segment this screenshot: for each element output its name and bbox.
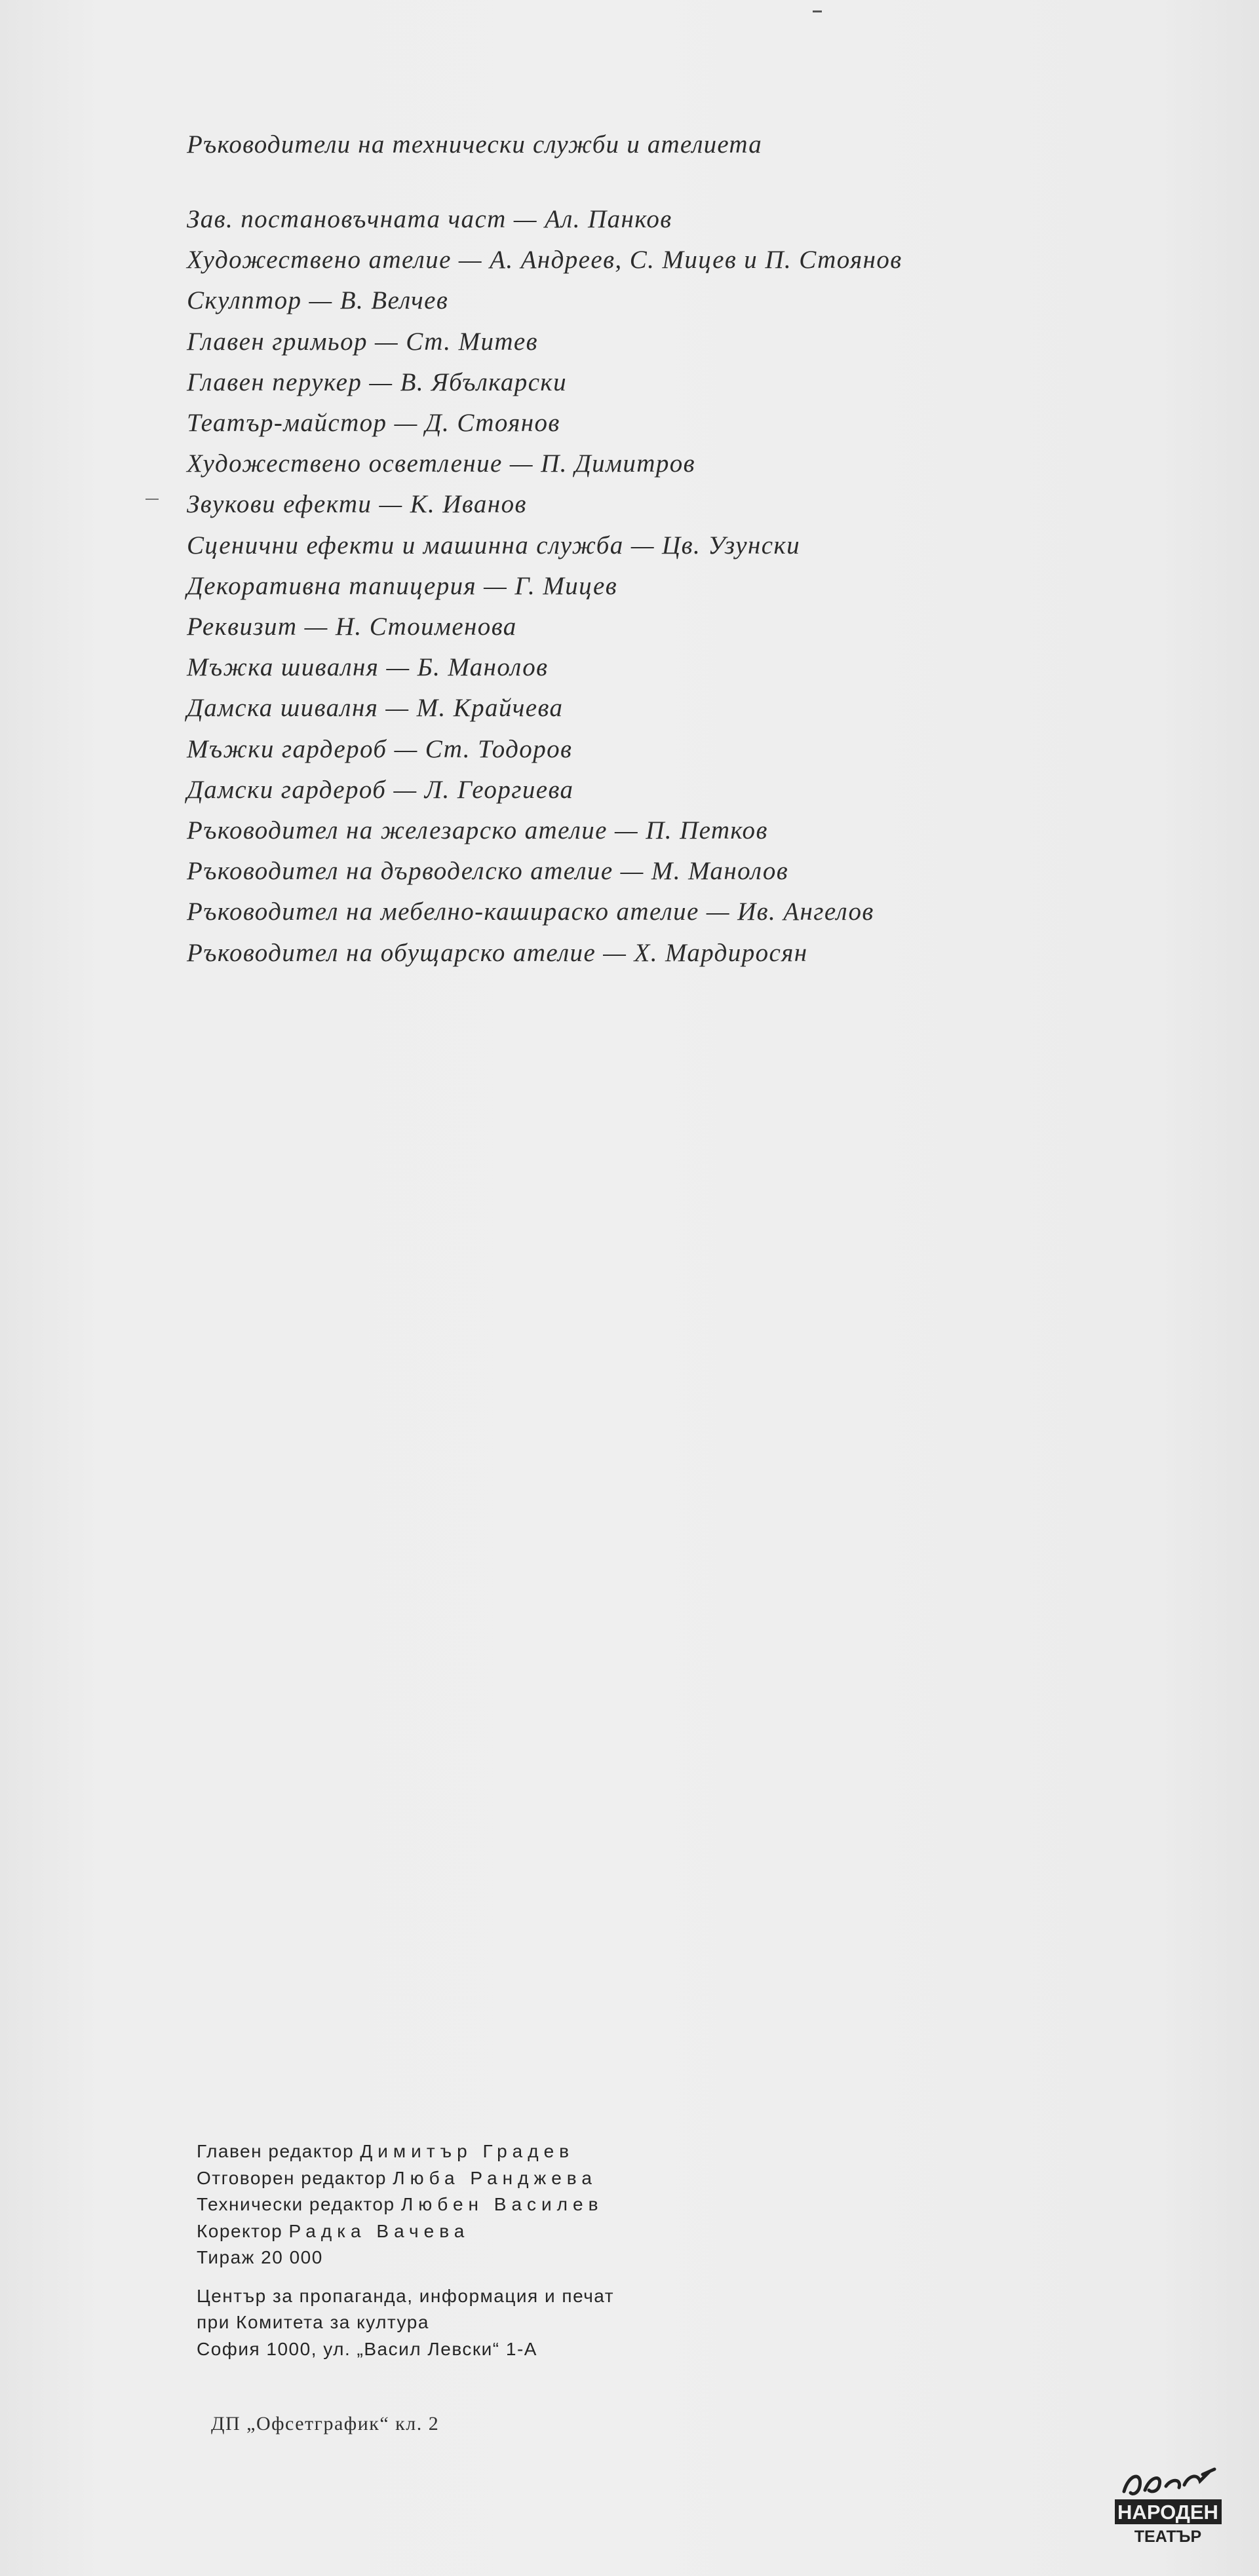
staff-list [187,199,1203,974]
staff-list-item: Скулптор — В. Велчев [187,286,449,315]
technical-editor-name: Любен Василев [400,2194,604,2214]
national-theatre-logo-icon [1111,2467,1226,2548]
scan-mark [813,10,822,12]
staff-list-item: Мъжки гардероб — Ст. Тодоров [187,734,573,763]
technical-editor-label: Технически редактор [197,2194,395,2214]
staff-list-item: Звукови ефекти — К. Иванов [187,490,527,519]
staff-list-item: Театър-майстор — Д. Стоянов [187,409,560,438]
staff-list-item: Ръководител на дърводелско ателие — М. Манолов [187,857,789,886]
staff-list-item: Мъжка шивалня — Б. Манолов [187,653,549,682]
print-run: Тираж 20 000 [197,2247,323,2267]
proofreader-line [197,2218,786,2245]
staff-list-item: Декоративна тапицерия — Г. Мицев [187,571,618,600]
chief-editor-label: Главен редактор [197,2141,355,2161]
staff-list-item: Главен гримьор — Ст. Митев [187,327,538,356]
staff-list-item: Художествено ателие — А. Андреев, С. Мицев и П. Стоянов [187,246,902,275]
publisher-address: София 1000, ул. „Васил Левски“ 1-А [197,2338,537,2359]
scan-mark [145,499,159,500]
publisher-line: при Комитета за култура [197,2312,429,2332]
svg-text:ТЕАТЪР: ТЕАТЪР [1134,2528,1202,2546]
staff-list-item: Сценични ефекти и машинна служба — Цв. Узунски [187,531,800,559]
staff-list-item: Ръководител на мебелно-кашираско ателие — Ив. Ангелов [187,898,874,926]
staff-heading: Ръководители на технически служби и ателиета [187,130,762,159]
staff-list-item: Ръководител на железарско ателие — П. Петков [187,816,768,845]
responsible-editor-line [197,2165,786,2192]
printer-line: ДП „Офсетграфик“ кл. 2 [211,2413,440,2434]
staff-list-item: Главен перукер — В. Ябълкарски [187,368,567,396]
chief-editor-name: Димитър Градев [360,2141,575,2161]
staff-list-item: Дамска шивалня — М. Крайчева [187,694,564,723]
chief-editor-line [197,2138,786,2165]
proofreader-label: Коректор [197,2220,283,2241]
staff-list-item: Дамски гардероб — Л. Георгиева [187,775,574,804]
staff-list-item: Реквизит — Н. Стоименова [187,613,517,641]
responsible-editor-label: Отговорен редактор [197,2167,387,2188]
staff-list-item: Зав. постановъчната част — Ал. Панков [187,205,672,233]
staff-list-item: Ръководител на обущарско ателие — Х. Мардиросян [187,938,808,967]
staff-section [187,124,1203,974]
responsible-editor-name: Люба Ранджева [393,2167,597,2188]
proofreader-name: Радка Вачева [288,2220,470,2241]
publisher-line: Център за пропаганда, информация и печат [197,2285,615,2306]
svg-text:НАРОДЕН: НАРОДЕН [1117,2501,1218,2524]
imprint-credits [197,2138,786,2362]
technical-editor-line [197,2191,786,2218]
staff-list-item: Художествено осветление — П. Димитров [187,449,695,478]
